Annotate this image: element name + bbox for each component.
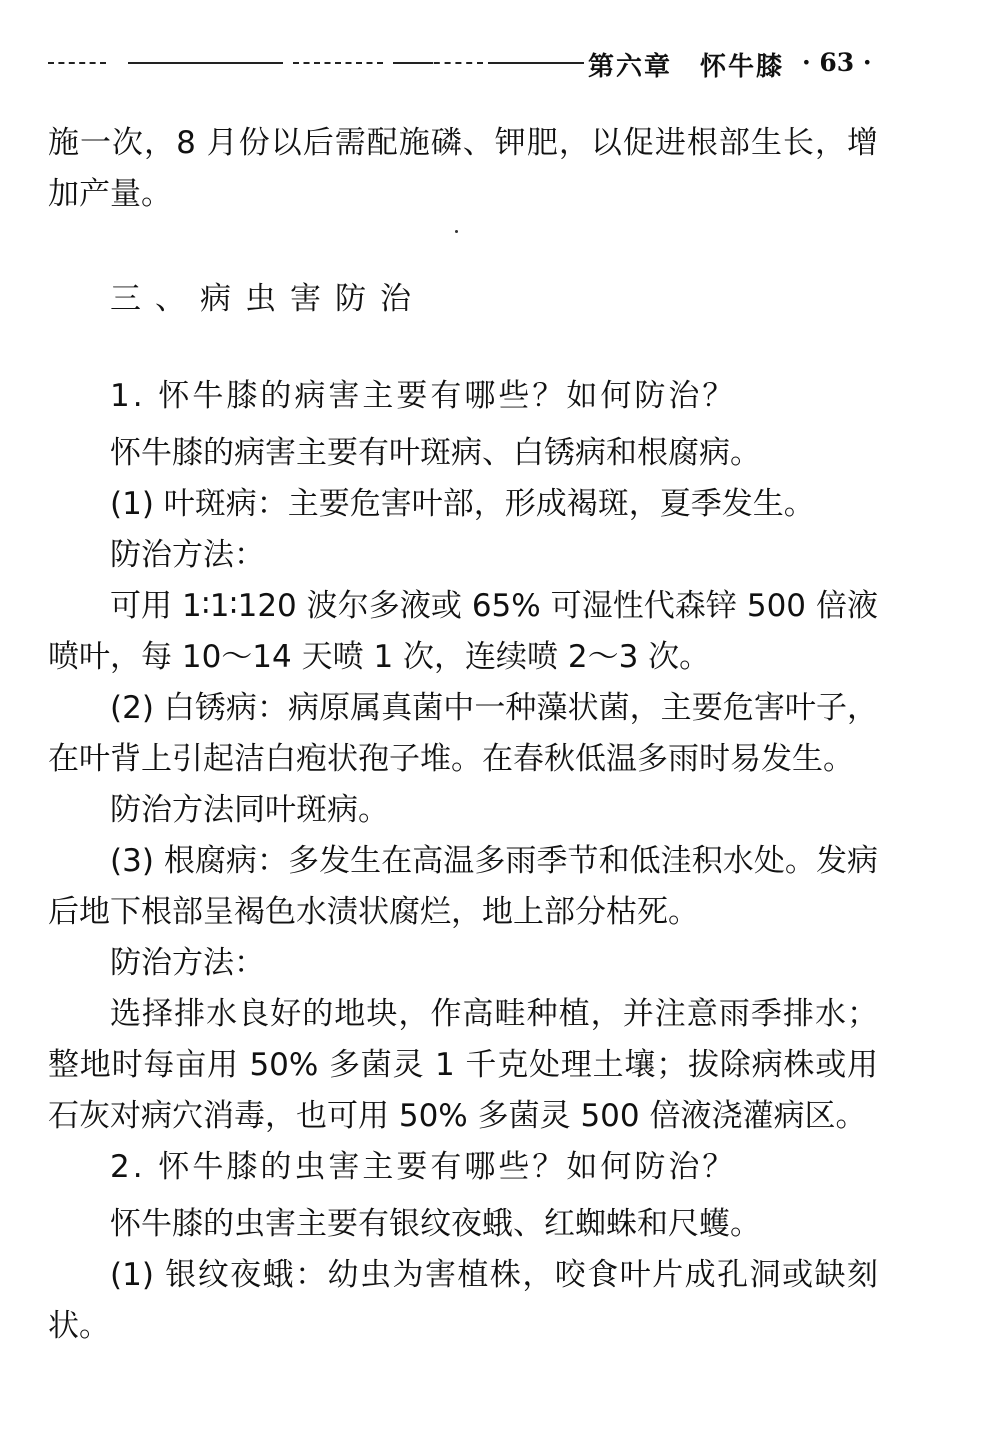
question-2: 2. 怀牛膝的虫害主要有哪些？如何防治？ <box>110 1149 737 1185</box>
header-rule-2 <box>128 62 283 64</box>
disease-1: (1) 叶斑病：主要危害叶部，形成褐斑，夏季发生。 <box>110 486 815 522</box>
disease-2-method: 防治方法同叶斑病。 <box>110 792 389 828</box>
disease-3-method-label: 防治方法： <box>110 945 265 981</box>
pest-1: (1) 银纹夜蛾：幼虫为害植株，咬食叶片成孔洞或缺刻状。 <box>48 1257 878 1344</box>
disease-1-method: 可用 1∶1∶120 波尔多液或 65% 可湿性代森锌 500 倍液喷叶，每 10～14 天喷 1 次，连续喷 2～3 次。 <box>48 588 878 675</box>
header-rule-1 <box>48 62 106 64</box>
section-heading: 三、病虫害防治 <box>110 281 425 317</box>
page-number: · 63 · <box>802 48 872 77</box>
running-header <box>48 44 872 84</box>
continued-paragraph: 施一次，8 月份以后需配施磷、钾肥，以促进根部生长，增加产量。 <box>48 125 878 212</box>
page-body <box>48 118 878 1352</box>
running-title: 第六章 怀牛膝 <box>588 52 785 82</box>
q1-intro: 怀牛膝的病害主要有叶斑病、白锈病和根腐病。 <box>110 435 761 471</box>
disease-2: (2) 白锈病：病原属真菌中一种藻状菌，主要危害叶子，在叶背上引起洁白疱状孢子堆。在春秋低温多雨时易发生。 <box>48 690 878 777</box>
q2-intro: 怀牛膝的虫害主要有银纹夜蛾、红蜘蛛和尺蠖。 <box>110 1206 761 1242</box>
question-1: 1. 怀牛膝的病害主要有哪些？如何防治？ <box>110 378 737 414</box>
header-rule-5 <box>423 62 483 64</box>
disease-3: (3) 根腐病：多发生在高温多雨季节和低洼积水处。发病后地下根部呈褐色水渍状腐烂，地上部分枯死。 <box>48 843 878 930</box>
disease-3-method: 选择排水良好的地块，作高畦种植，并注意雨季排水；整地时每亩用 50% 多菌灵 1 千克处理土壤；拔除病株或用石灰对病穴消毒，也可用 50% 多菌灵 500 倍液浇灌病区。 <box>48 996 878 1134</box>
header-rule-3 <box>293 62 383 64</box>
header-rule-6 <box>488 62 584 64</box>
disease-1-method-label: 防治方法： <box>110 537 265 573</box>
